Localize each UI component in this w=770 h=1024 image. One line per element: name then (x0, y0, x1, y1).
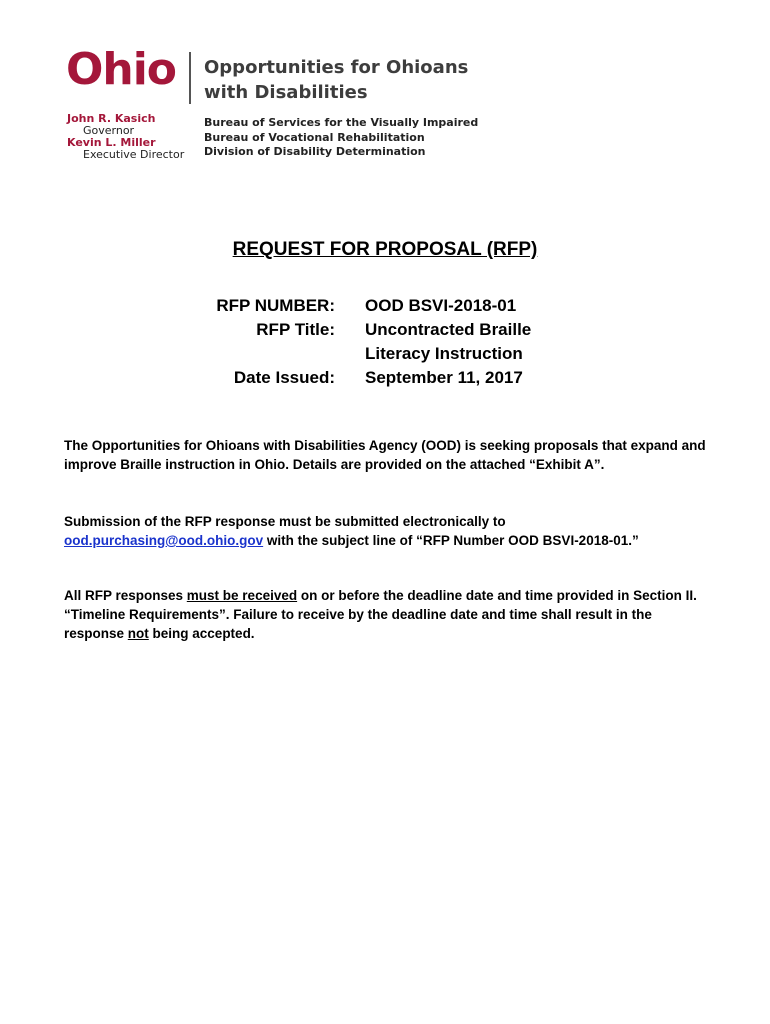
rfp-number-value: OOD BSVI-2018-01 (365, 296, 517, 315)
rfp-title-row (190, 318, 585, 366)
governor-name: John R. Kasich (67, 112, 156, 125)
deadline-text-3: being accepted. (148, 626, 255, 641)
deadline-paragraph (64, 586, 714, 643)
rfp-title-label: RFP Title: (256, 320, 335, 339)
deadline-underlined-received: must be received (186, 588, 298, 603)
rfp-number-row (190, 294, 585, 318)
submission-email-link[interactable]: ood.purchasing@ood.ohio.gov (64, 533, 264, 548)
rfp-title-value (365, 318, 585, 366)
logo-divider (189, 52, 191, 104)
rfp-number-label: RFP NUMBER: (216, 296, 335, 315)
submission-intro: Submission of the RFP response must be submitted electronically to (64, 514, 506, 529)
org-name-line1: Opportunities for Ohioans (204, 57, 469, 78)
date-issued-label: Date Issued: (233, 368, 335, 387)
date-issued-value: September 11, 2017 (365, 368, 523, 387)
document-title (0, 239, 770, 261)
date-issued-row (190, 366, 585, 390)
governor-role: Governor (83, 124, 135, 137)
rfp-info-table (190, 294, 585, 390)
bureau-item: Bureau of Vocational Rehabilitation (204, 130, 425, 144)
intro-paragraph: The Opportunities for Ohioans with Disabilities Agency (OOD) is seeking proposals that expand and improve Braille instruction in Ohio. Details are provided on the attached “Exhibit A”. (64, 438, 706, 472)
bureaus-list (204, 116, 478, 160)
deadline-text-2: on or before the deadline date and time provided in Section II. “Timeline Requirements”. Failure to receive by the deadline date and time shall result in the response (64, 588, 697, 641)
director-role: Executive Director (83, 148, 185, 161)
bureau-item: Bureau of Services for the Visually Impaired (204, 116, 479, 129)
rfp-title-value-line1: Uncontracted Braille (365, 320, 532, 339)
rfp-title-value-line2: Literacy Instruction (365, 344, 523, 363)
bureau-item: Division of Disability Determination (204, 145, 426, 158)
director-name: Kevin L. Miller (67, 136, 156, 149)
officials-list (67, 113, 184, 161)
document-title-text: REQUEST FOR PROPOSAL (RFP) (232, 239, 538, 260)
organization-name (204, 55, 468, 105)
ohio-logo: Ohio (66, 44, 177, 95)
submission-paragraph (64, 512, 714, 550)
deadline-underlined-not: not (127, 626, 149, 641)
deadline-text-1: All RFP responses (64, 588, 187, 603)
submission-subject-text: with the subject line of “RFP Number OOD BSVI-2018-01.” (263, 533, 639, 548)
org-name-line2: with Disabilities (204, 82, 368, 103)
